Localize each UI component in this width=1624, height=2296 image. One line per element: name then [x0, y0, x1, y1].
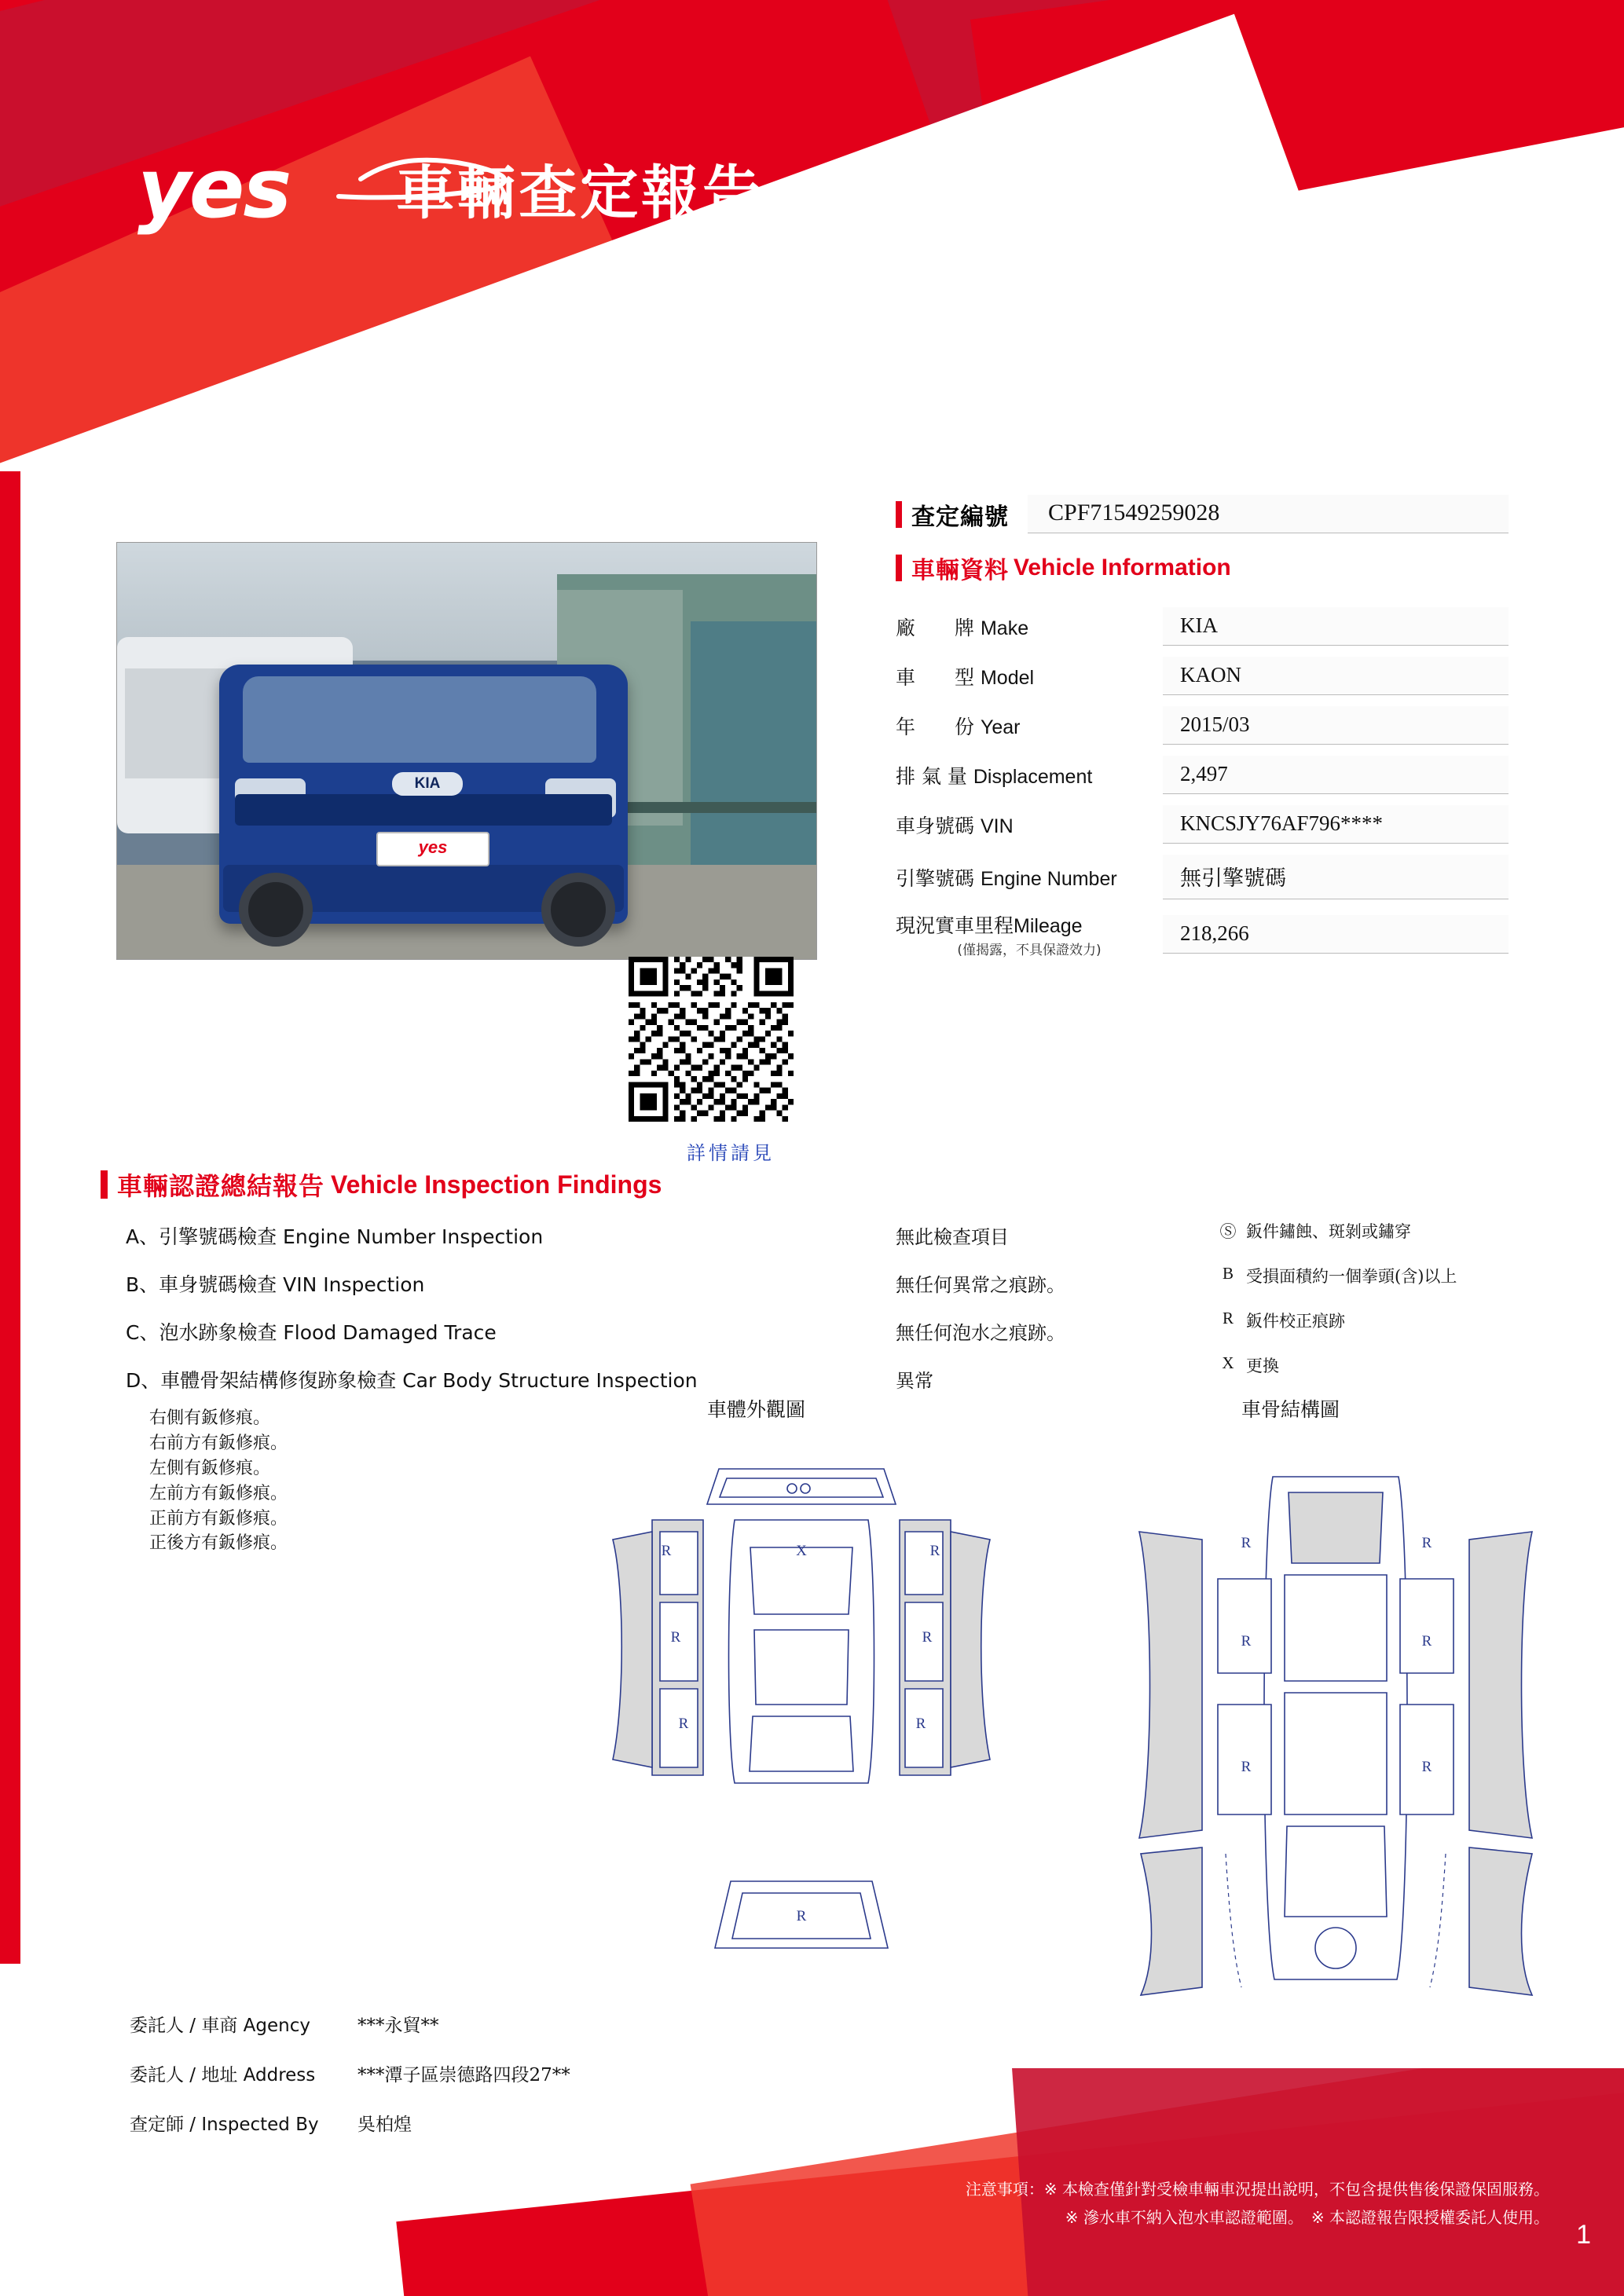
label-year: 年 份 Year	[896, 715, 1021, 738]
damage-note-1: 右前方有鈑修痕。	[149, 1433, 288, 1453]
legend-item-s: Ⓢ 鈑件鏽蝕、斑剝或鏽穿	[1219, 1222, 1411, 1241]
legend-item-b: B 受損面積約一個拳頭(含)以上	[1222, 1264, 1457, 1286]
meta-value-inspector: 吳柏煌	[357, 2115, 412, 2135]
exterior-mark-4: R	[922, 1629, 933, 1646]
label-vin: 車身號碼 VIN	[896, 814, 1014, 837]
frame-mark-1: R	[1421, 1535, 1432, 1551]
finding-item-a: A、引擎號碼檢查 Engine Number Inspection	[126, 1225, 544, 1248]
caption-frame-diagram: 車骨結構圖	[1241, 1398, 1340, 1421]
accent-tick	[896, 501, 902, 528]
exterior-mark-2: R	[929, 1543, 940, 1559]
info-row-engine-number	[896, 855, 1509, 899]
damage-note-2: 左側有鈑修痕。	[149, 1458, 271, 1478]
value-year: 2015/03	[1163, 706, 1509, 745]
info-row-year	[896, 706, 1509, 745]
report-id-label: 查定編號	[911, 503, 1009, 531]
legend-item-x: X 更換	[1222, 1353, 1279, 1375]
findings-heading-en: Vehicle Inspection Findings	[331, 1170, 662, 1199]
frame-mark-5: R	[1421, 1759, 1432, 1775]
legend-list	[1210, 1219, 1571, 1398]
value-engine-number: 無引擎號碼	[1163, 855, 1509, 899]
meta-row-agency	[130, 2011, 915, 2037]
page-number: 1	[1576, 2220, 1591, 2250]
footer-notes	[966, 2175, 1549, 2232]
legend-item-r: R 鈑件校正痕跡	[1222, 1309, 1345, 1331]
finding-item-d: D、車體骨架結構修復跡象檢查 Car Body Structure Inspection	[126, 1369, 698, 1392]
damage-note-5: 正後方有鈑修痕。	[149, 1533, 288, 1554]
damage-notes	[149, 1406, 479, 1556]
meta-label-agency: 委託人 / 車商 Agency	[130, 2016, 310, 2036]
meta-label-address: 委託人 / 地址 Address	[130, 2065, 316, 2085]
damage-note-4: 正前方有鈑修痕。	[149, 1508, 288, 1529]
info-row-vin	[896, 805, 1509, 844]
page-title: 車輛查定報告	[396, 159, 764, 227]
exterior-mark-6: R	[915, 1716, 926, 1732]
exterior-diagram-graphic	[566, 1445, 1037, 2019]
findings-results	[896, 1221, 1179, 1413]
accent-tick	[101, 1170, 108, 1199]
mileage-note: (僅揭露，不具保證效力)	[957, 943, 1102, 958]
label-model: 車 型 Model	[896, 665, 1035, 689]
brand-logo	[137, 134, 892, 244]
findings-list	[126, 1221, 880, 1413]
value-make: KIA	[1163, 607, 1509, 646]
label-mileage: 現況實車里程Mileage (僅揭露，不具保證效力)	[896, 910, 1163, 958]
vehicle-badge: KIA	[392, 772, 463, 796]
finding-result-c: 無任何泡水之痕跡。	[896, 1322, 1065, 1344]
findings-heading-zh: 車輛認證總結報告	[117, 1171, 325, 1201]
vehicle-photo	[116, 542, 817, 960]
finding-item-c: C、泡水跡象檢查 Flood Damaged Trace	[126, 1321, 497, 1344]
logo-text: yes	[137, 141, 291, 236]
finding-result-a: 無此檢查項目	[896, 1226, 1009, 1248]
car-outline-icon	[334, 152, 515, 207]
info-row-make	[896, 607, 1509, 646]
exterior-diagram	[566, 1445, 1037, 2019]
header-banner	[0, 0, 1624, 503]
info-row-mileage	[896, 910, 1509, 958]
meta-value-address: ***潭子區崇德路四段27**	[357, 2065, 570, 2085]
frame-mark-2: R	[1241, 1633, 1252, 1650]
damage-note-3: 左前方有鈑修痕。	[149, 1483, 288, 1503]
frame-mark-3: R	[1421, 1633, 1432, 1650]
value-vin: KNCSJY76AF796****	[1163, 805, 1509, 844]
accent-tick	[896, 555, 902, 581]
finding-item-b: B、車身號碼檢查 VIN Inspection	[126, 1273, 425, 1296]
info-row-model	[896, 657, 1509, 695]
exterior-mark-7: R	[796, 1908, 807, 1924]
left-accent-bar	[0, 471, 20, 1964]
footer-note-2: ※ 滲水車不納入泡水車認證範圍。 ※ 本認證報告限授權委託人使用。	[1065, 2208, 1549, 2227]
label-engine-number: 引擎號碼 Engine Number	[896, 866, 1117, 890]
report-id-row	[896, 495, 1509, 533]
finding-result-b: 無任何異常之痕跡。	[896, 1274, 1065, 1296]
label-displacement: 排 氣 量 Displacement	[896, 764, 1093, 788]
footer-note-1: 注意事項：※ 本檢查僅針對受檢車輛車況提出說明，不包含提供售後保證保固服務。	[965, 2180, 1549, 2199]
qr-code-graphic	[629, 957, 794, 1122]
license-plate: yes	[376, 832, 489, 866]
damage-note-0: 右側有鈑修痕。	[149, 1408, 271, 1428]
frame-mark-4: R	[1241, 1759, 1252, 1775]
info-row-displacement	[896, 756, 1509, 794]
value-mileage: 218,266	[1163, 915, 1509, 954]
vehicle-info-heading-en: Vehicle Information	[1014, 555, 1231, 580]
vehicle-info-heading-zh: 車輛資料	[911, 557, 1009, 584]
qr-code[interactable]	[629, 957, 794, 1122]
vehicle-info-heading	[896, 551, 1509, 585]
vehicle-info-panel	[896, 495, 1509, 969]
exterior-mark-3: R	[670, 1629, 681, 1646]
meta-label-inspector: 查定師 / Inspected By	[130, 2115, 319, 2135]
finding-result-d: 異常	[896, 1370, 933, 1392]
frame-diagram	[1092, 1445, 1579, 2019]
frame-mark-0: R	[1241, 1535, 1252, 1551]
value-displacement: 2,497	[1163, 756, 1509, 794]
qr-caption: 詳情請見	[687, 1142, 775, 1164]
exterior-mark-0: R	[661, 1543, 672, 1559]
caption-exterior-diagram: 車體外觀圖	[707, 1398, 806, 1421]
frame-diagram-graphic	[1092, 1445, 1579, 2019]
exterior-mark-5: R	[678, 1716, 689, 1732]
exterior-mark-1: X	[796, 1543, 807, 1559]
findings-heading	[101, 1166, 662, 1203]
report-id-value: CPF71549259028	[1028, 495, 1509, 533]
value-model: KAON	[1163, 657, 1509, 695]
meta-value-agency: ***永貿**	[357, 2016, 439, 2036]
label-make: 廠 牌 Make	[896, 616, 1029, 639]
